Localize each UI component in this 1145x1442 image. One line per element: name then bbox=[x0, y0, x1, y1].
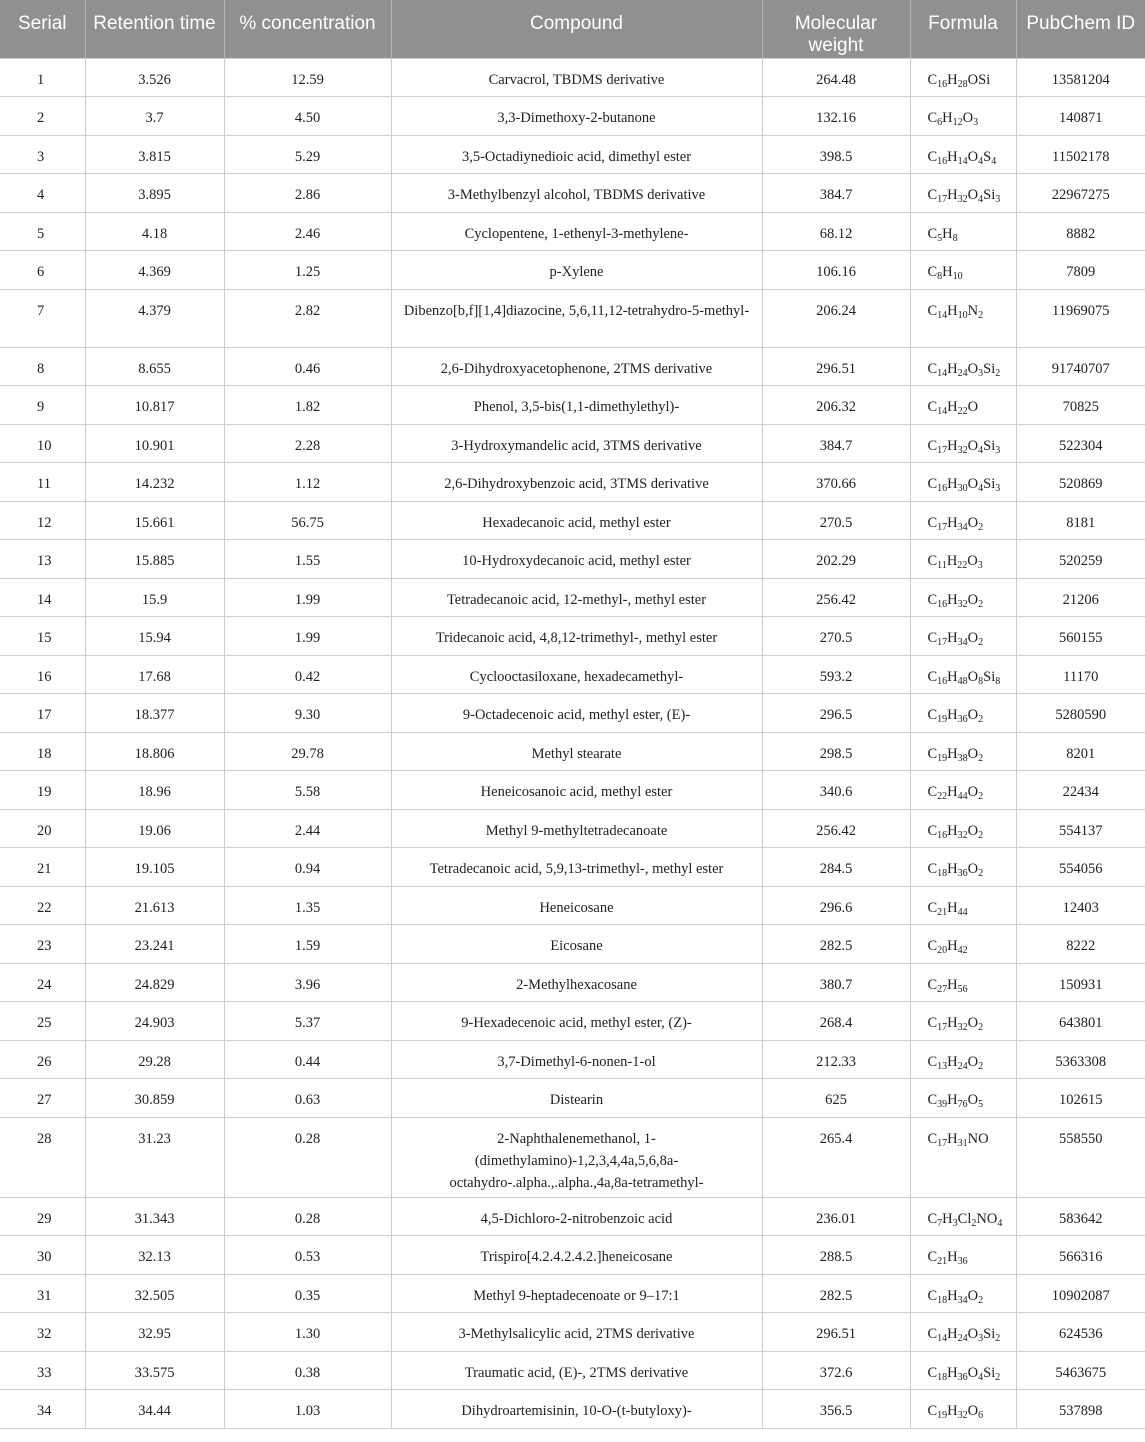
table-row bbox=[0, 174, 1145, 213]
cell-concentration: 2.44 bbox=[224, 809, 391, 848]
cell-formula: $C_{18}H_{36}O_2$ bbox=[910, 848, 1016, 887]
table-row bbox=[0, 578, 1145, 617]
cell-retention-time: 3.895 bbox=[85, 174, 224, 213]
cell-pubchem-id: 537898 bbox=[1016, 1390, 1145, 1429]
cell-compound: 4,5-Dichloro-2-nitrobenzoic acid bbox=[391, 1197, 762, 1236]
cell-concentration: 2.28 bbox=[224, 424, 391, 463]
cell-molecular-weight: 288.5 bbox=[762, 1236, 910, 1275]
table-row bbox=[0, 1274, 1145, 1313]
table-row bbox=[0, 347, 1145, 386]
cell-pubchem-id: 140871 bbox=[1016, 97, 1145, 136]
table-row bbox=[0, 1079, 1145, 1118]
cell-concentration: 5.58 bbox=[224, 771, 391, 810]
cell-molecular-weight: 270.5 bbox=[762, 617, 910, 656]
cell-molecular-weight: 380.7 bbox=[762, 963, 910, 1002]
cell-pubchem-id: 8201 bbox=[1016, 732, 1145, 771]
cell-concentration: 1.35 bbox=[224, 886, 391, 925]
cell-formula: $C_{17}H_{32}O_2$ bbox=[910, 1002, 1016, 1041]
table-row bbox=[0, 58, 1145, 97]
cell-retention-time: 19.06 bbox=[85, 809, 224, 848]
cell-compound: Trispiro[4.2.4.2.4.2.]heneicosane bbox=[391, 1236, 762, 1275]
cell-compound: Tetradecanoic acid, 5,9,13-trimethyl-, methyl ester bbox=[391, 848, 762, 887]
cell-molecular-weight: 384.7 bbox=[762, 424, 910, 463]
cell-molecular-weight: 202.29 bbox=[762, 540, 910, 579]
header-serial: Serial bbox=[0, 0, 85, 58]
cell-retention-time: 32.505 bbox=[85, 1274, 224, 1313]
cell-serial: 23 bbox=[0, 925, 85, 964]
cell-retention-time: 3.7 bbox=[85, 97, 224, 136]
cell-serial: 31 bbox=[0, 1274, 85, 1313]
cell-retention-time: 15.661 bbox=[85, 501, 224, 540]
cell-compound: 2-Methylhexacosane bbox=[391, 963, 762, 1002]
header-compound: Compound bbox=[391, 0, 762, 58]
cell-compound: 3,5-Octadiynedioic acid, dimethyl ester bbox=[391, 135, 762, 174]
cell-retention-time: 15.9 bbox=[85, 578, 224, 617]
cell-serial: 17 bbox=[0, 694, 85, 733]
cell-serial: 21 bbox=[0, 848, 85, 887]
table-row bbox=[0, 1390, 1145, 1429]
cell-concentration: 0.28 bbox=[224, 1117, 391, 1197]
table-row bbox=[0, 540, 1145, 579]
cell-pubchem-id: 70825 bbox=[1016, 386, 1145, 425]
cell-retention-time: 14.232 bbox=[85, 463, 224, 502]
cell-serial: 30 bbox=[0, 1236, 85, 1275]
cell-pubchem-id: 11170 bbox=[1016, 655, 1145, 694]
cell-serial: 11 bbox=[0, 463, 85, 502]
cell-serial: 34 bbox=[0, 1390, 85, 1429]
cell-pubchem-id: 150931 bbox=[1016, 963, 1145, 1002]
cell-concentration: 0.38 bbox=[224, 1351, 391, 1390]
cell-formula: $C_{19}H_{32}O_6$ bbox=[910, 1390, 1016, 1429]
cell-retention-time: 4.379 bbox=[85, 289, 224, 347]
cell-pubchem-id: 8222 bbox=[1016, 925, 1145, 964]
cell-concentration: 3.96 bbox=[224, 963, 391, 1002]
cell-molecular-weight: 106.16 bbox=[762, 251, 910, 290]
cell-serial: 15 bbox=[0, 617, 85, 656]
table-row bbox=[0, 1117, 1145, 1197]
cell-retention-time: 34.44 bbox=[85, 1390, 224, 1429]
cell-pubchem-id: 566316 bbox=[1016, 1236, 1145, 1275]
cell-molecular-weight: 384.7 bbox=[762, 174, 910, 213]
table-row bbox=[0, 617, 1145, 656]
cell-compound: Methyl 9-methyltetradecanoate bbox=[391, 809, 762, 848]
cell-pubchem-id: 22434 bbox=[1016, 771, 1145, 810]
cell-retention-time: 29.28 bbox=[85, 1040, 224, 1079]
cell-pubchem-id: 8882 bbox=[1016, 212, 1145, 251]
cell-formula: $C_{19}H_{36}O_2$ bbox=[910, 694, 1016, 733]
table-row bbox=[0, 97, 1145, 136]
cell-concentration: 0.44 bbox=[224, 1040, 391, 1079]
cell-compound: 3-Hydroxymandelic acid, 3TMS derivative bbox=[391, 424, 762, 463]
cell-formula: $C_{39}H_{76}O_5$ bbox=[910, 1079, 1016, 1118]
cell-concentration: 1.99 bbox=[224, 617, 391, 656]
cell-molecular-weight: 268.4 bbox=[762, 1002, 910, 1041]
cell-concentration: 1.82 bbox=[224, 386, 391, 425]
cell-compound: Eicosane bbox=[391, 925, 762, 964]
cell-compound: Methyl stearate bbox=[391, 732, 762, 771]
table-row bbox=[0, 1313, 1145, 1352]
cell-compound: 3,3-Dimethoxy-2-butanone bbox=[391, 97, 762, 136]
cell-serial: 22 bbox=[0, 886, 85, 925]
table-row bbox=[0, 732, 1145, 771]
cell-formula: $C_{21}H_{44}$ bbox=[910, 886, 1016, 925]
cell-formula: $C_{21}H_{36}$ bbox=[910, 1236, 1016, 1275]
cell-pubchem-id: 583642 bbox=[1016, 1197, 1145, 1236]
header-pubchem-id: PubChem ID bbox=[1016, 0, 1145, 58]
cell-serial: 10 bbox=[0, 424, 85, 463]
cell-serial: 18 bbox=[0, 732, 85, 771]
cell-molecular-weight: 625 bbox=[762, 1079, 910, 1118]
cell-concentration: 9.30 bbox=[224, 694, 391, 733]
cell-compound: Traumatic acid, (E)-, 2TMS derivative bbox=[391, 1351, 762, 1390]
cell-compound: Heneicosanoic acid, methyl ester bbox=[391, 771, 762, 810]
cell-pubchem-id: 13581204 bbox=[1016, 58, 1145, 97]
cell-serial: 27 bbox=[0, 1079, 85, 1118]
cell-pubchem-id: 91740707 bbox=[1016, 347, 1145, 386]
cell-compound: Hexadecanoic acid, methyl ester bbox=[391, 501, 762, 540]
cell-compound: Dihydroartemisinin, 10-O-(t-butyloxy)- bbox=[391, 1390, 762, 1429]
cell-formula: $C_{27}H_{56}$ bbox=[910, 963, 1016, 1002]
table-row bbox=[0, 424, 1145, 463]
cell-molecular-weight: 296.6 bbox=[762, 886, 910, 925]
cell-compound: Heneicosane bbox=[391, 886, 762, 925]
cell-formula: $C_{11}H_{22}O_3$ bbox=[910, 540, 1016, 579]
cell-serial: 33 bbox=[0, 1351, 85, 1390]
cell-molecular-weight: 206.32 bbox=[762, 386, 910, 425]
cell-molecular-weight: 370.66 bbox=[762, 463, 910, 502]
cell-concentration: 2.82 bbox=[224, 289, 391, 347]
cell-formula: $C_{16}H_{32}O_2$ bbox=[910, 578, 1016, 617]
cell-molecular-weight: 296.5 bbox=[762, 694, 910, 733]
header-row bbox=[0, 0, 1145, 58]
table-row bbox=[0, 809, 1145, 848]
cell-formula: $C_{16}H_{48}O_8Si_8$ bbox=[910, 655, 1016, 694]
cell-concentration: 5.37 bbox=[224, 1002, 391, 1041]
cell-serial: 12 bbox=[0, 501, 85, 540]
header-retention-time: Retention time bbox=[85, 0, 224, 58]
cell-molecular-weight: 296.51 bbox=[762, 347, 910, 386]
cell-concentration: 0.94 bbox=[224, 848, 391, 887]
cell-molecular-weight: 236.01 bbox=[762, 1197, 910, 1236]
cell-formula: $C_{19}H_{38}O_2$ bbox=[910, 732, 1016, 771]
cell-concentration: 1.59 bbox=[224, 925, 391, 964]
cell-formula: $C_{20}H_{42}$ bbox=[910, 925, 1016, 964]
cell-molecular-weight: 264.48 bbox=[762, 58, 910, 97]
cell-retention-time: 3.815 bbox=[85, 135, 224, 174]
cell-retention-time: 18.96 bbox=[85, 771, 224, 810]
table-row bbox=[0, 886, 1145, 925]
cell-compound: 3,7-Dimethyl-6-nonen-1-ol bbox=[391, 1040, 762, 1079]
cell-formula: $C_{14}H_{24}O_3Si_2$ bbox=[910, 347, 1016, 386]
table-row bbox=[0, 1002, 1145, 1041]
cell-formula: $C_{17}H_{32}O_4Si_3$ bbox=[910, 424, 1016, 463]
cell-compound: 10-Hydroxydecanoic acid, methyl ester bbox=[391, 540, 762, 579]
cell-molecular-weight: 398.5 bbox=[762, 135, 910, 174]
cell-pubchem-id: 643801 bbox=[1016, 1002, 1145, 1041]
cell-retention-time: 32.13 bbox=[85, 1236, 224, 1275]
cell-serial: 20 bbox=[0, 809, 85, 848]
cell-molecular-weight: 68.12 bbox=[762, 212, 910, 251]
cell-serial: 2 bbox=[0, 97, 85, 136]
cell-formula: $C_{17}H_{34}O_2$ bbox=[910, 617, 1016, 656]
cell-formula: $C_{16}H_{30}O_4Si_3$ bbox=[910, 463, 1016, 502]
cell-compound: Dibenzo[b,f][1,4]diazocine, 5,6,11,12-tetrahydro-5-methyl- bbox=[391, 289, 762, 347]
table-row bbox=[0, 1351, 1145, 1390]
cell-serial: 14 bbox=[0, 578, 85, 617]
cell-formula: $C_{14}H_{24}O_3Si_2$ bbox=[910, 1313, 1016, 1352]
cell-formula: $C_{16}H_{32}O_2$ bbox=[910, 809, 1016, 848]
header-formula: Formula bbox=[910, 0, 1016, 58]
cell-pubchem-id: 11969075 bbox=[1016, 289, 1145, 347]
cell-compound: 3-Methylbenzyl alcohol, TBDMS derivative bbox=[391, 174, 762, 213]
header-concentration: % concentration bbox=[224, 0, 391, 58]
table-row bbox=[0, 925, 1145, 964]
table-row bbox=[0, 848, 1145, 887]
cell-concentration: 12.59 bbox=[224, 58, 391, 97]
cell-molecular-weight: 282.5 bbox=[762, 925, 910, 964]
cell-pubchem-id: 522304 bbox=[1016, 424, 1145, 463]
cell-formula: $C_{14}H_{22}O$ bbox=[910, 386, 1016, 425]
cell-molecular-weight: 340.6 bbox=[762, 771, 910, 810]
cell-pubchem-id: 554056 bbox=[1016, 848, 1145, 887]
cell-retention-time: 8.655 bbox=[85, 347, 224, 386]
cell-concentration: 1.25 bbox=[224, 251, 391, 290]
table-row bbox=[0, 655, 1145, 694]
cell-retention-time: 15.94 bbox=[85, 617, 224, 656]
cell-pubchem-id: 560155 bbox=[1016, 617, 1145, 656]
cell-serial: 5 bbox=[0, 212, 85, 251]
cell-retention-time: 23.241 bbox=[85, 925, 224, 964]
table-row bbox=[0, 251, 1145, 290]
cell-molecular-weight: 356.5 bbox=[762, 1390, 910, 1429]
cell-pubchem-id: 22967275 bbox=[1016, 174, 1145, 213]
cell-formula: $C_{14}H_{10}N_2$ bbox=[910, 289, 1016, 347]
cell-molecular-weight: 256.42 bbox=[762, 809, 910, 848]
cell-retention-time: 32.95 bbox=[85, 1313, 224, 1352]
cell-formula: $C_{16}H_{14}O_4S_4$ bbox=[910, 135, 1016, 174]
table-row bbox=[0, 463, 1145, 502]
cell-formula: $C_{16}H_{28}OSi$ bbox=[910, 58, 1016, 97]
cell-concentration: 0.42 bbox=[224, 655, 391, 694]
cell-pubchem-id: 554137 bbox=[1016, 809, 1145, 848]
cell-serial: 9 bbox=[0, 386, 85, 425]
cell-serial: 28 bbox=[0, 1117, 85, 1197]
cell-formula: $C_{17}H_{32}O_4Si_3$ bbox=[910, 174, 1016, 213]
cell-retention-time: 18.806 bbox=[85, 732, 224, 771]
cell-concentration: 0.63 bbox=[224, 1079, 391, 1118]
cell-pubchem-id: 5463675 bbox=[1016, 1351, 1145, 1390]
cell-retention-time: 19.105 bbox=[85, 848, 224, 887]
cell-molecular-weight: 372.6 bbox=[762, 1351, 910, 1390]
table-row bbox=[0, 135, 1145, 174]
cell-serial: 25 bbox=[0, 1002, 85, 1041]
cell-pubchem-id: 7809 bbox=[1016, 251, 1145, 290]
cell-compound: 9-Octadecenoic acid, methyl ester, (E)- bbox=[391, 694, 762, 733]
cell-compound: 2-Naphthalenemethanol, 1-(dimethylamino)-1,2,3,4,4a,5,6,8a-octahydro-.alpha.,.alpha.,4a,8a-tetramethyl- bbox=[391, 1117, 762, 1197]
cell-formula: $C_7H_3Cl_2NO_4$ bbox=[910, 1197, 1016, 1236]
cell-serial: 26 bbox=[0, 1040, 85, 1079]
cell-concentration: 0.53 bbox=[224, 1236, 391, 1275]
table-row bbox=[0, 694, 1145, 733]
cell-formula: $C_6H_{12}O_3$ bbox=[910, 97, 1016, 136]
cell-serial: 4 bbox=[0, 174, 85, 213]
cell-concentration: 1.99 bbox=[224, 578, 391, 617]
cell-retention-time: 31.343 bbox=[85, 1197, 224, 1236]
cell-molecular-weight: 284.5 bbox=[762, 848, 910, 887]
cell-serial: 32 bbox=[0, 1313, 85, 1352]
cell-molecular-weight: 256.42 bbox=[762, 578, 910, 617]
table-row bbox=[0, 212, 1145, 251]
cell-molecular-weight: 212.33 bbox=[762, 1040, 910, 1079]
cell-retention-time: 10.901 bbox=[85, 424, 224, 463]
cell-serial: 8 bbox=[0, 347, 85, 386]
cell-serial: 19 bbox=[0, 771, 85, 810]
cell-pubchem-id: 5363308 bbox=[1016, 1040, 1145, 1079]
cell-molecular-weight: 296.51 bbox=[762, 1313, 910, 1352]
header-molecular-weight: Molecular weight bbox=[762, 0, 910, 58]
cell-serial: 3 bbox=[0, 135, 85, 174]
cell-molecular-weight: 270.5 bbox=[762, 501, 910, 540]
cell-serial: 16 bbox=[0, 655, 85, 694]
cell-pubchem-id: 520869 bbox=[1016, 463, 1145, 502]
cell-retention-time: 24.829 bbox=[85, 963, 224, 1002]
cell-retention-time: 18.377 bbox=[85, 694, 224, 733]
cell-compound: 2,6-Dihydroxyacetophenone, 2TMS derivative bbox=[391, 347, 762, 386]
cell-pubchem-id: 558550 bbox=[1016, 1117, 1145, 1197]
table-body bbox=[0, 58, 1145, 1428]
cell-compound: 2,6-Dihydroxybenzoic acid, 3TMS derivative bbox=[391, 463, 762, 502]
cell-concentration: 1.12 bbox=[224, 463, 391, 502]
cell-formula: $C_5H_8$ bbox=[910, 212, 1016, 251]
cell-formula: $C_{17}H_{31}NO$ bbox=[910, 1117, 1016, 1197]
cell-concentration: 1.55 bbox=[224, 540, 391, 579]
cell-pubchem-id: 624536 bbox=[1016, 1313, 1145, 1352]
table-row bbox=[0, 963, 1145, 1002]
cell-compound: Tetradecanoic acid, 12-methyl-, methyl ester bbox=[391, 578, 762, 617]
cell-retention-time: 4.369 bbox=[85, 251, 224, 290]
cell-retention-time: 4.18 bbox=[85, 212, 224, 251]
cell-compound: Distearin bbox=[391, 1079, 762, 1118]
cell-concentration: 2.46 bbox=[224, 212, 391, 251]
cell-retention-time: 24.903 bbox=[85, 1002, 224, 1041]
cell-formula: $C_{13}H_{24}O_2$ bbox=[910, 1040, 1016, 1079]
cell-molecular-weight: 265.4 bbox=[762, 1117, 910, 1197]
cell-retention-time: 30.859 bbox=[85, 1079, 224, 1118]
cell-formula: $C_8H_{10}$ bbox=[910, 251, 1016, 290]
cell-concentration: 56.75 bbox=[224, 501, 391, 540]
cell-compound: Cyclooctasiloxane, hexadecamethyl- bbox=[391, 655, 762, 694]
cell-concentration: 1.30 bbox=[224, 1313, 391, 1352]
cell-compound: p-Xylene bbox=[391, 251, 762, 290]
cell-concentration: 5.29 bbox=[224, 135, 391, 174]
table-row bbox=[0, 289, 1145, 347]
cell-pubchem-id: 12403 bbox=[1016, 886, 1145, 925]
cell-formula: $C_{17}H_{34}O_2$ bbox=[910, 501, 1016, 540]
cell-serial: 7 bbox=[0, 289, 85, 347]
cell-retention-time: 3.526 bbox=[85, 58, 224, 97]
cell-concentration: 0.28 bbox=[224, 1197, 391, 1236]
cell-pubchem-id: 21206 bbox=[1016, 578, 1145, 617]
cell-concentration: 1.03 bbox=[224, 1390, 391, 1429]
cell-compound: Carvacrol, TBDMS derivative bbox=[391, 58, 762, 97]
cell-concentration: 29.78 bbox=[224, 732, 391, 771]
cell-formula: $C_{18}H_{34}O_2$ bbox=[910, 1274, 1016, 1313]
cell-pubchem-id: 11502178 bbox=[1016, 135, 1145, 174]
cell-retention-time: 10.817 bbox=[85, 386, 224, 425]
cell-retention-time: 15.885 bbox=[85, 540, 224, 579]
cell-pubchem-id: 10902087 bbox=[1016, 1274, 1145, 1313]
cell-compound: 3-Methylsalicylic acid, 2TMS derivative bbox=[391, 1313, 762, 1352]
cell-pubchem-id: 8181 bbox=[1016, 501, 1145, 540]
cell-retention-time: 33.575 bbox=[85, 1351, 224, 1390]
cell-compound: Methyl 9-heptadecenoate or 9–17:1 bbox=[391, 1274, 762, 1313]
cell-compound: Phenol, 3,5-bis(1,1-dimethylethyl)- bbox=[391, 386, 762, 425]
cell-serial: 13 bbox=[0, 540, 85, 579]
cell-retention-time: 17.68 bbox=[85, 655, 224, 694]
table-row bbox=[0, 1040, 1145, 1079]
cell-concentration: 2.86 bbox=[224, 174, 391, 213]
cell-concentration: 4.50 bbox=[224, 97, 391, 136]
cell-compound: Cyclopentene, 1-ethenyl-3-methylene- bbox=[391, 212, 762, 251]
cell-retention-time: 31.23 bbox=[85, 1117, 224, 1197]
cell-retention-time: 21.613 bbox=[85, 886, 224, 925]
table-row bbox=[0, 501, 1145, 540]
cell-molecular-weight: 132.16 bbox=[762, 97, 910, 136]
cell-serial: 6 bbox=[0, 251, 85, 290]
cell-compound: Tridecanoic acid, 4,8,12-trimethyl-, methyl ester bbox=[391, 617, 762, 656]
cell-molecular-weight: 593.2 bbox=[762, 655, 910, 694]
cell-concentration: 0.46 bbox=[224, 347, 391, 386]
cell-molecular-weight: 298.5 bbox=[762, 732, 910, 771]
table-row bbox=[0, 1197, 1145, 1236]
table-row bbox=[0, 386, 1145, 425]
cell-molecular-weight: 206.24 bbox=[762, 289, 910, 347]
table-row bbox=[0, 1236, 1145, 1275]
cell-compound: 9-Hexadecenoic acid, methyl ester, (Z)- bbox=[391, 1002, 762, 1041]
cell-serial: 24 bbox=[0, 963, 85, 1002]
cell-pubchem-id: 5280590 bbox=[1016, 694, 1145, 733]
cell-pubchem-id: 520259 bbox=[1016, 540, 1145, 579]
cell-pubchem-id: 102615 bbox=[1016, 1079, 1145, 1118]
table-row bbox=[0, 771, 1145, 810]
cell-formula: $C_{22}H_{44}O_2$ bbox=[910, 771, 1016, 810]
cell-formula: $C_{18}H_{36}O_4Si_2$ bbox=[910, 1351, 1016, 1390]
cell-concentration: 0.35 bbox=[224, 1274, 391, 1313]
cell-serial: 29 bbox=[0, 1197, 85, 1236]
cell-molecular-weight: 282.5 bbox=[762, 1274, 910, 1313]
cell-serial: 1 bbox=[0, 58, 85, 97]
